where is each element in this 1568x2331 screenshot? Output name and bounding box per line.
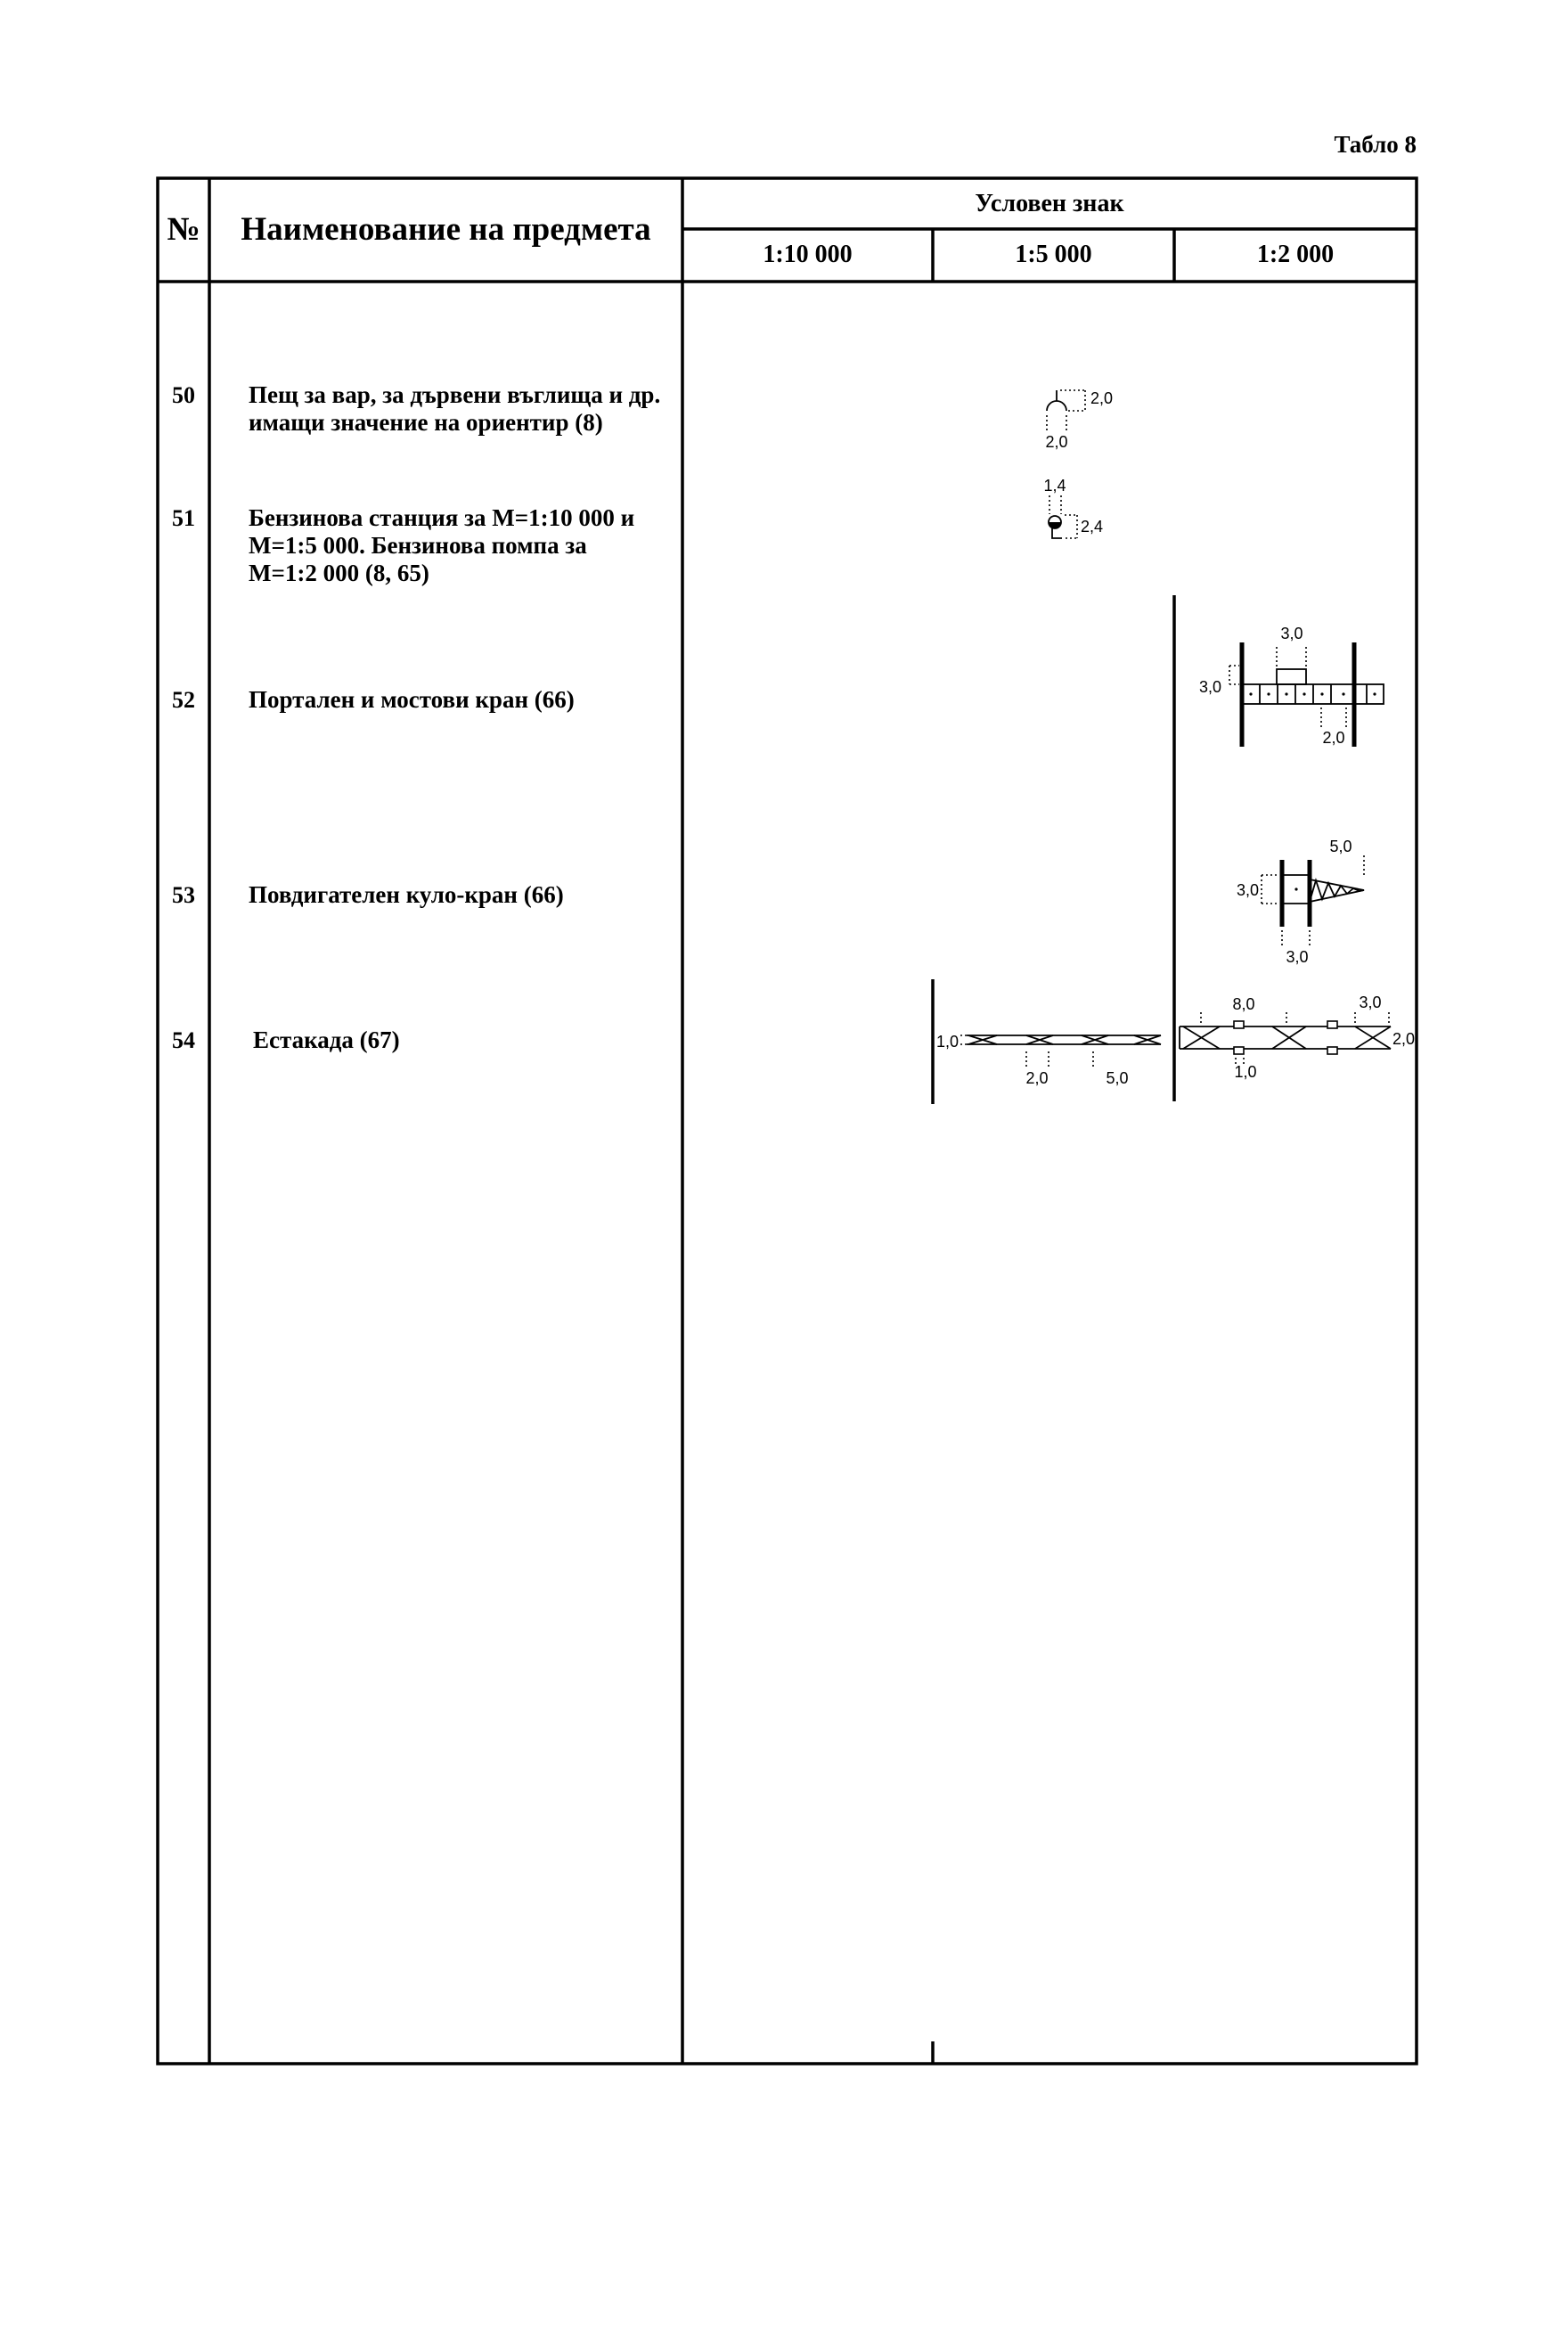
header-scale-5000: 1:5 000 (1015, 241, 1092, 268)
dimension-guide (1277, 647, 1306, 667)
girder-dot (1285, 692, 1287, 695)
trestle-pier (1327, 1047, 1337, 1054)
trestle-pier (1327, 1021, 1337, 1028)
symbol-portal-crane-1-2000 (1199, 625, 1384, 747)
dimension-label: 5,0 (1329, 838, 1352, 855)
dimension-label: 1,4 (1043, 477, 1066, 495)
dimension-label: 2,0 (1090, 389, 1114, 407)
pump-stand (1052, 528, 1062, 538)
symbol-trestle-1-5000 (936, 1033, 1161, 1087)
dimension-label: 8,0 (1232, 995, 1255, 1013)
row-name-line: М=1:5 000. Бензинова помпа за (249, 532, 587, 559)
crane-jib-lattice (1310, 880, 1364, 902)
row-name-line: Повдигателен куло-кран (66) (249, 881, 564, 908)
dimension-label: 2,0 (1322, 729, 1345, 747)
crane-tower-dot (1294, 887, 1297, 890)
table-grid (158, 178, 1417, 2064)
dimension-label: 1,0 (1234, 1063, 1257, 1081)
dimension-label: 5,0 (1106, 1069, 1129, 1087)
dimension-guide (1065, 515, 1077, 538)
header-scale-2000: 1:2 000 (1256, 241, 1335, 268)
trestle-band (967, 1035, 1161, 1044)
row-name (249, 686, 575, 714)
row-name-line: Естакада (67) (253, 1026, 400, 1053)
trestle-pier (1234, 1047, 1244, 1054)
symbol-trestle-1-2000 (1180, 994, 1415, 1081)
row-name-line: Бензинова станция за М=1:10 000 и (249, 504, 635, 531)
dimension-guide (1262, 875, 1278, 904)
table-label: Табло 8 (1334, 131, 1417, 158)
trestle-crosses (1183, 1026, 1391, 1049)
symbol-tower-crane-1-2000 (1237, 838, 1364, 966)
dimension-guide (1355, 1012, 1389, 1025)
dimension-label: 2,0 (1045, 433, 1068, 451)
dimension-guide (1026, 1051, 1049, 1068)
dimension-guide (1282, 930, 1310, 948)
header-scale-10000: 1:10 000 (763, 241, 853, 268)
girder-dot (1320, 692, 1323, 695)
symbol-petrol-station-1-5000 (1043, 477, 1103, 538)
row-name-line: Пещ за вар, за дървени въглища и др. (249, 381, 661, 408)
dimension-guide (1049, 495, 1061, 514)
header-name: Наименование на предмета (241, 211, 651, 248)
dimension-label: 2,4 (1081, 518, 1104, 536)
dimension-label: 2,0 (1392, 1030, 1416, 1048)
row-name-line: М=1:2 000 (8, 65) (249, 560, 429, 586)
dimension-guide (1060, 390, 1085, 411)
row-name (249, 381, 660, 437)
dimension-label: 3,0 (1359, 994, 1382, 1011)
row-name-line: имащи значение на ориентир (8) (249, 409, 603, 436)
crane-jib (1310, 879, 1364, 902)
row-number: 50 (172, 382, 195, 408)
dimension-label: 3,0 (1280, 625, 1303, 642)
girder-dot (1267, 692, 1270, 695)
dimension-label: 2,0 (1025, 1069, 1049, 1087)
trestle-crosses (968, 1035, 1161, 1044)
dimension-guide (1047, 415, 1066, 431)
row-number: 51 (172, 505, 195, 531)
header-number: № (167, 211, 200, 248)
row-name (249, 881, 564, 909)
dimension-guide (1229, 666, 1239, 684)
symbol-kiln-1-5000 (1045, 389, 1113, 451)
dimension-label: 3,0 (1286, 948, 1309, 966)
kiln-arch (1047, 401, 1066, 411)
dimension-label: 1,0 (936, 1033, 960, 1051)
dimension-guide (960, 1035, 967, 1044)
row-name-line: Портален и мостови кран (66) (249, 686, 575, 713)
row-number: 54 (172, 1027, 195, 1053)
dimension-label: 3,0 (1199, 678, 1222, 696)
crane-cab (1277, 669, 1306, 684)
row-name (249, 504, 634, 587)
row-name (253, 1026, 400, 1054)
row-number: 53 (172, 882, 195, 908)
row-number: 52 (172, 687, 195, 713)
trestle-pier (1234, 1021, 1244, 1028)
header-symbol-group: Условен знак (975, 190, 1124, 217)
dimension-label: 3,0 (1237, 881, 1260, 899)
girder-dot (1373, 692, 1376, 695)
girder-dot (1303, 692, 1305, 695)
girder-cells (1260, 684, 1367, 704)
dimension-guide (1321, 707, 1346, 729)
girder-dot (1249, 692, 1252, 695)
girder-dot (1342, 692, 1344, 695)
table-border (158, 178, 1417, 2064)
